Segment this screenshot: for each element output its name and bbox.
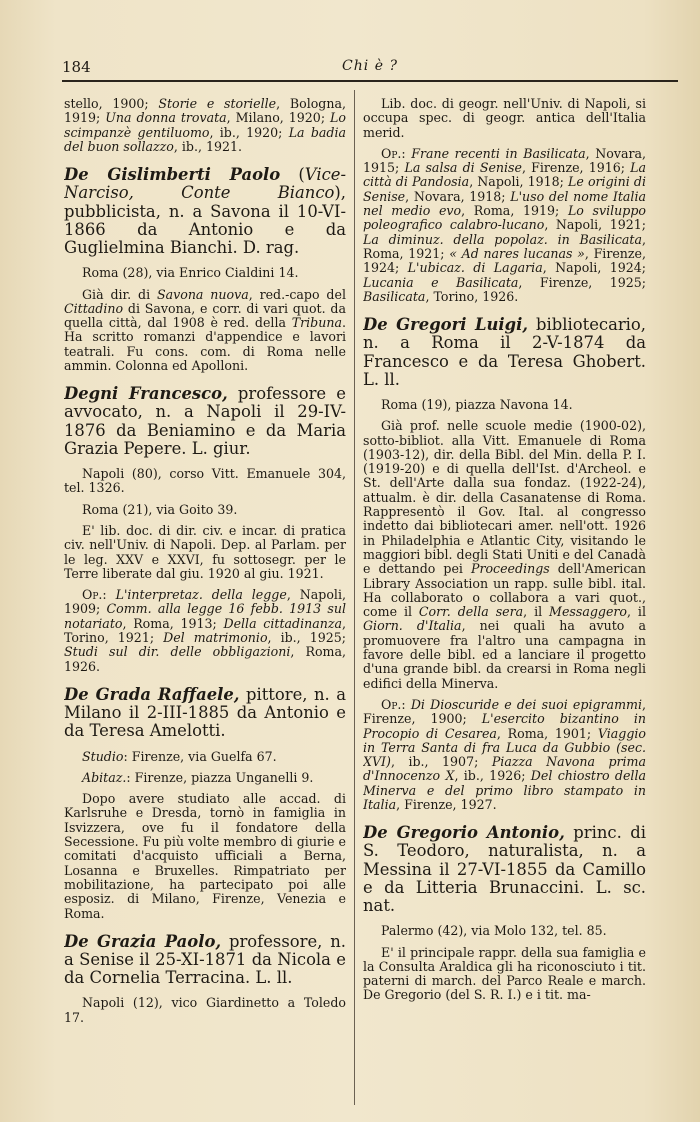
italic-title: Della cittadinanza bbox=[223, 615, 342, 631]
entry-intro: professore e avvocato, n. a Napoli il 29-IV-1876 da Beniamino e da Maria Grazia Pepere. L. giur. bbox=[64, 384, 346, 458]
running-head: Chi è ? bbox=[342, 58, 398, 74]
italic-title: Savona nuova bbox=[156, 286, 249, 302]
italic-title: Lo sviluppo poleografico calabro-lucano bbox=[363, 203, 646, 233]
entry-address: Abitaz.: Firenze, piazza Unganelli 9. bbox=[82, 769, 314, 785]
italic-title: Cittadino bbox=[64, 300, 124, 316]
entry-name: De Gislimberti Paolo bbox=[64, 165, 281, 185]
italic-title: La salsa di Senise bbox=[404, 160, 522, 176]
continued-text: Lib. doc. di geogr. nell'Univ. di Napoli, si occupa spec. di geogr. antica dell'Italia merid. bbox=[363, 97, 646, 140]
italic-title: L'esercito bizantino in Procopio di Cesarea bbox=[363, 711, 646, 741]
entry-heading bbox=[64, 933, 346, 988]
italic-title: Proceedings bbox=[470, 561, 550, 577]
entry-heading bbox=[363, 316, 646, 389]
italic-title: Viaggio in Terra Santa di fra Luca da Gubbio (sec. XVI) bbox=[363, 725, 646, 770]
italic-title: Studi sul dir. delle obbligazioni bbox=[64, 644, 291, 660]
entry-name: Degni Francesco, bbox=[64, 384, 228, 404]
entry-intro: princ. di S. Teodoro, naturalista, n. a Messina il 27-VI-1855 da Camillo e da Litteria Brunaccini. L. sc. nat. bbox=[363, 823, 646, 916]
italic-title: Piazza Navona prima d'Innocenzo X bbox=[363, 754, 646, 784]
entry-body: Già prof. nelle scuole medie (1900-02), sotto-bibliot. alla Vitt. Emanuele di Roma (1903-12), dir. della Bibl. del Min. della P. I. (1919-20) e di quella dell'Ist. d'Archeol. e St. dell'Arte dalla sua fondaz. (1922-24), attualm. è dir. della Casanatense di Roma. Rappresentò il Gov. Ital. al congresso indetto dai bibliotecari amer. nell'ott. 1926 in Philadelphia e Atlantic City, visitando le maggiori bibl. degli Stati Uniti e del Canadà e dettando pei Proceedings dell'American Library Association un rapp. sulle bibl. ital. Ha collaborato o collabora a vari quot., come il Corr. della sera, il Messaggero, il Giorn. d'Italia, nei quali ha avuto a promuovere fra l'altro una campagna in favore delle bibl. ed a lanciare il progetto d'una grande bibl. da crearsi in Roma negli edifici della Minerva. bbox=[363, 418, 646, 691]
italic-title: Comm. alla legge 16 febb. 1913 sul notariato bbox=[64, 601, 346, 631]
entry-name: De Grada Raffaele, bbox=[64, 684, 240, 704]
italic-title: Di Dioscuride e dei suoi epigrammi bbox=[410, 696, 642, 712]
entry-address: Roma (28), via Enrico Cialdini 14. bbox=[82, 265, 299, 281]
italic-title: L'uso del nome Italia nel medio evo bbox=[363, 188, 646, 219]
entry-alias: Vice-Narciso, Conte Bianco bbox=[64, 165, 346, 203]
entry-body: E' lib. doc. di dir. civ. e incar. di pratica civ. nell'Univ. di Napoli. Dep. al Parlam. per le leg. XXV e XXVI, fu sottosegr. per le Terre liberate dal giu. 1920 al giu. 1921. bbox=[64, 522, 346, 581]
italic-title: La diminuz. della popolaz. in Basilicata bbox=[363, 231, 642, 247]
page-header bbox=[62, 52, 678, 82]
entry-intro: ), pubblicista, n. a Savona il 10-VI-1866 da Antonio e da Guglielmina Bianchi. D. rag. bbox=[64, 183, 346, 257]
entry-body: Dopo avere studiato alle accad. di Karlsruhe e Dresda, tornò in famiglia in Isvizzera, ove fu il fondatore della Secessione. Fu più volte membro di giurie e comitati d'acquisto ufficiali a Berna, Losanna e Bruxelles. Rimpatriato per mobilitazione, ha partecipato poi alle esposiz. di Milano, Firenze, Venezia e Roma. bbox=[64, 791, 346, 921]
italic-title: Corr. della sera bbox=[418, 604, 524, 620]
right-column bbox=[363, 97, 646, 1107]
column-divider bbox=[354, 90, 355, 1105]
italic-title: Tribuna bbox=[291, 315, 342, 331]
entry-address: Napoli (80), corso Vitt. Emanuele 304, tel. 1326. bbox=[64, 466, 346, 496]
entry-address: Roma (19), piazza Navona 14. bbox=[381, 396, 573, 412]
entry-name: De Gregorio Antonio, bbox=[363, 823, 565, 843]
italic-title: Le origini di Senise bbox=[363, 174, 646, 204]
italic-title: Del matrimonio bbox=[163, 630, 268, 646]
italic-title: Giorn. d'Italia bbox=[363, 618, 462, 634]
entry-address: Studio: Firenze, via Guelfa 67. bbox=[82, 748, 277, 764]
entry-address: Roma (21), via Goito 39. bbox=[82, 501, 238, 517]
entry-heading bbox=[363, 824, 646, 915]
continued-text: stello, 1900; Storie e storielle, Bologna, 1919; Una donna trovata, Milano, 1920; Lo scimpanzè gentiluomo, ib., 1920; La badia del buon sollazzo, ib., 1921. bbox=[64, 97, 346, 154]
entry-heading bbox=[64, 686, 346, 741]
entry-address: Napoli (12), vico Giardinetto a Toledo 17. bbox=[64, 995, 346, 1025]
works-label: Op.: bbox=[381, 145, 406, 161]
entry-heading bbox=[64, 385, 346, 458]
entry-name: De Gregori Luigi, bbox=[363, 315, 529, 335]
entry-body: E' il principale rappr. della sua famiglia e la Consulta Araldica gli ha riconosciuto i tit. paterni di march. del Parco Reale e march. De Gregorio (del S. R. I.) e i tit. ma- bbox=[363, 944, 646, 1003]
entry-address: Palermo (42), via Molo 132, tel. 85. bbox=[381, 923, 607, 939]
left-column bbox=[64, 97, 346, 1107]
italic-title: « Ad nares lucanas » bbox=[449, 245, 585, 261]
italic-title: La badia del buon sollazzo bbox=[64, 124, 346, 154]
italic-title: La città di Pandosia bbox=[363, 160, 646, 190]
entry-intro: pittore, n. a Milano il 2-III-1885 da Antonio e da Teresa Amelotti. bbox=[64, 684, 346, 741]
italic-title: Una donna trovata bbox=[105, 110, 227, 126]
entry-heading: De Gislimberti Paolo (Vice-Narciso, Conte Bianco), pubblicista, n. a Savona il 10-VI-1866 da Antonio e da Guglielmina Bianchi. D. rag. bbox=[64, 165, 346, 257]
italic-title: L'interpretaz. della legge bbox=[115, 587, 287, 603]
italic-title: Frane recenti in Basilicata bbox=[411, 145, 586, 161]
italic-title: Lo scimpanzè gentiluomo bbox=[64, 110, 346, 140]
italic-title: Lucania e Basilicata bbox=[363, 274, 519, 290]
italic-title: Messaggero bbox=[549, 604, 628, 620]
italic-title: L'ubicaz. di Lagaria bbox=[407, 260, 543, 276]
works-label: Op.: bbox=[381, 696, 406, 712]
entry-intro: bibliotecario, n. a Roma il 2-V-1874 da Francesco e da Teresa Ghobert. L. ll. bbox=[363, 315, 646, 389]
works-label: Op.: bbox=[82, 587, 107, 603]
entry-body: Già dir. di Savona nuova, red.-capo del Cittadino di Savona, e corr. di vari quot. da quella città, dal 1908 è red. della Tribuna. Ha scritto romanzi d'appendice e lavori teatrali. Fu cons. com. di Roma nelle ammin. Colonna ed Apolloni. bbox=[64, 286, 346, 373]
entry-works: Op.: Frane recenti in Basilicata, Novara, 1915; La salsa di Senise, Firenze, 1916; La città di Pandosia, Napoli, 1918; Le origini di Senise, Novara, 1918; L'uso del nome Italia nel medio evo, Roma, 1919; Lo sviluppo poleografico calabro-lucano, Napoli, 1921; La diminuz. della popolaz. in Basilicata, Roma, 1921; « Ad nares lucanas », Firenze, 1924; L'ubicaz. di Lagaria, Napoli, 1924; Lucania e Basilicata, Firenze, 1925; Basilicata, Torino, 1926. bbox=[363, 145, 646, 304]
entry-works: Op.: L'interpretaz. della legge, Napoli, 1909; Comm. alla legge 16 febb. 1913 sul notariato, Roma, 1913; Della cittadinanza, Torino, 1921; Del matrimonio, ib., 1925; Studi sul dir. delle obbligazioni, Roma, 1926. bbox=[64, 587, 346, 674]
page-number: 184 bbox=[62, 58, 91, 76]
italic-title: Del chiostro della Minerva e del primo libro stampato in Italia bbox=[363, 768, 646, 812]
entry-works: Op.: Di Dioscuride e dei suoi epigrammi, Firenze, 1900; L'esercito bizantino in Procopio di Cesarea, Roma, 1901; Viaggio in Terra Santa di fra Luca da Gubbio (sec. XVI), ib., 1907; Piazza Navona prima d'Innocenzo X, ib., 1926; Del chiostro della Minerva e del primo libro stampato in Italia, Firenze, 1927. bbox=[363, 696, 646, 812]
entry-name: De Grazia Paolo, bbox=[64, 931, 222, 951]
italic-title: Storie e storielle bbox=[158, 97, 277, 111]
entry-intro: professore, n. a Senise il 25-XI-1871 da Nicola e da Cornelia Terracina. L. ll. bbox=[64, 931, 346, 988]
italic-title: Basilicata bbox=[363, 288, 426, 304]
